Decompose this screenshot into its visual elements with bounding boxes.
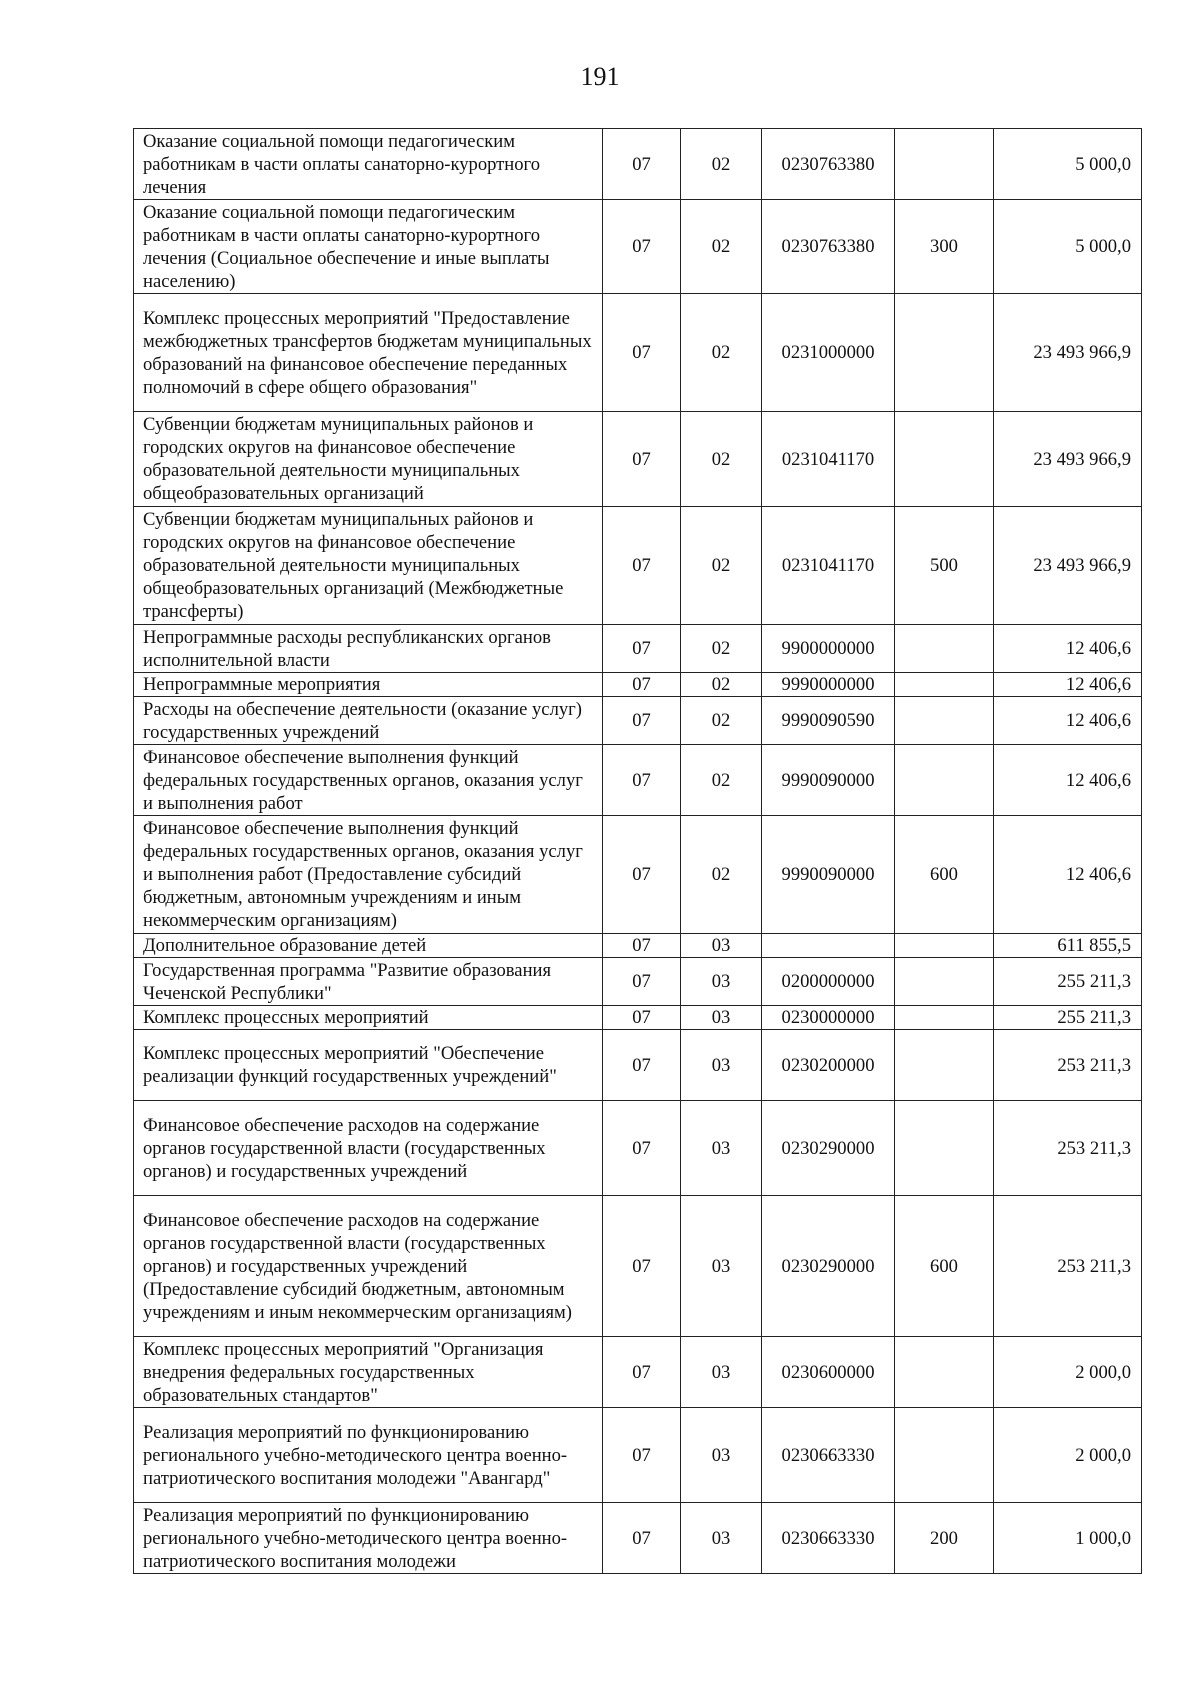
expense-name-cell: Субвенции бюджетам муниципальных районов и городских округов на финансовое обеспечение образовательной деятельности муниципальных общеобразовательных организаций (Межбюджетные трансферты) xyxy=(134,507,603,625)
section-code-cell: 07 xyxy=(603,200,681,294)
expense-type-cell xyxy=(895,1337,994,1408)
expense-name-cell: Комплекс процессных мероприятий "Организация внедрения федеральных государственных образовательных стандартов" xyxy=(134,1337,603,1408)
amount-cell: 253 211,3 xyxy=(994,1030,1142,1101)
expense-name-cell: Реализация мероприятий по функционированию регионального учебно-методического центра военно-патриотического воспитания молодежи xyxy=(134,1503,603,1574)
amount-cell: 253 211,3 xyxy=(994,1101,1142,1196)
amount-cell: 12 406,6 xyxy=(994,745,1142,816)
section-code-cell: 07 xyxy=(603,1196,681,1337)
section-code-cell: 07 xyxy=(603,1337,681,1408)
target-article-cell: 0230663330 xyxy=(762,1408,895,1503)
target-article-cell: 9900000000 xyxy=(762,625,895,673)
amount-cell: 255 211,3 xyxy=(994,958,1142,1006)
target-article-cell: 0231000000 xyxy=(762,294,895,412)
amount-cell: 255 211,3 xyxy=(994,1006,1142,1030)
expense-type-cell: 500 xyxy=(895,507,994,625)
section-code-cell: 07 xyxy=(603,673,681,697)
subsection-code-cell: 02 xyxy=(681,745,762,816)
expense-name-cell: Финансовое обеспечение расходов на содержание органов государственной власти (государственных органов) и государственных учреждений (Предоставление субсидий бюджетным, автономным учреждениям и иным некоммерческим организациям) xyxy=(134,1196,603,1337)
subsection-code-cell: 03 xyxy=(681,958,762,1006)
target-article-cell: 0231041170 xyxy=(762,507,895,625)
expense-name-cell: Дополнительное образование детей xyxy=(134,934,603,958)
table-row xyxy=(134,673,1142,697)
section-code-cell: 07 xyxy=(603,1503,681,1574)
amount-cell: 12 406,6 xyxy=(994,816,1142,934)
section-code-cell: 07 xyxy=(603,958,681,1006)
table-row xyxy=(134,1030,1142,1101)
target-article-cell: 0200000000 xyxy=(762,958,895,1006)
expense-name-cell: Оказание социальной помощи педагогическим работникам в части оплаты санаторно-курортного лечения (Социальное обеспечение и иные выплаты населению) xyxy=(134,200,603,294)
expense-name-cell: Государственная программа "Развитие образования Чеченской Республики" xyxy=(134,958,603,1006)
expense-type-cell xyxy=(895,1408,994,1503)
section-code-cell: 07 xyxy=(603,1006,681,1030)
table-row xyxy=(134,934,1142,958)
amount-cell: 12 406,6 xyxy=(994,625,1142,673)
target-article-cell: 9990090000 xyxy=(762,816,895,934)
expense-name-cell: Финансовое обеспечение выполнения функций федеральных государственных органов, оказания услуг и выполнения работ xyxy=(134,745,603,816)
amount-cell: 12 406,6 xyxy=(994,697,1142,745)
expense-type-cell xyxy=(895,412,994,507)
amount-cell: 1 000,0 xyxy=(994,1503,1142,1574)
section-code-cell: 07 xyxy=(603,412,681,507)
target-article-cell: 0230600000 xyxy=(762,1337,895,1408)
subsection-code-cell: 03 xyxy=(681,934,762,958)
expense-name-cell: Реализация мероприятий по функционированию регионального учебно-методического центра военно-патриотического воспитания молодежи "Авангард" xyxy=(134,1408,603,1503)
subsection-code-cell: 02 xyxy=(681,816,762,934)
subsection-code-cell: 02 xyxy=(681,412,762,507)
expense-name-cell: Комплекс процессных мероприятий xyxy=(134,1006,603,1030)
expense-name-cell: Финансовое обеспечение выполнения функций федеральных государственных органов, оказания услуг и выполнения работ (Предоставление субсидий бюджетным, автономным учреждениям и иным некоммерческим организациям) xyxy=(134,816,603,934)
section-code-cell: 07 xyxy=(603,294,681,412)
section-code-cell: 07 xyxy=(603,1101,681,1196)
table-row xyxy=(134,958,1142,1006)
expense-type-cell xyxy=(895,625,994,673)
subsection-code-cell: 03 xyxy=(681,1408,762,1503)
table-row xyxy=(134,200,1142,294)
table-row xyxy=(134,294,1142,412)
table-row xyxy=(134,1006,1142,1030)
section-code-cell: 07 xyxy=(603,507,681,625)
subsection-code-cell: 02 xyxy=(681,129,762,200)
section-code-cell: 07 xyxy=(603,1030,681,1101)
amount-cell: 23 493 966,9 xyxy=(994,507,1142,625)
target-article-cell: 0231041170 xyxy=(762,412,895,507)
table-row xyxy=(134,412,1142,507)
subsection-code-cell: 03 xyxy=(681,1196,762,1337)
target-article-cell: 0230290000 xyxy=(762,1196,895,1337)
subsection-code-cell: 03 xyxy=(681,1030,762,1101)
amount-cell: 2 000,0 xyxy=(994,1337,1142,1408)
subsection-code-cell: 02 xyxy=(681,294,762,412)
expense-name-cell: Расходы на обеспечение деятельности (оказание услуг) государственных учреждений xyxy=(134,697,603,745)
expense-name-cell: Субвенции бюджетам муниципальных районов и городских округов на финансовое обеспечение образовательной деятельности муниципальных общеобразовательных организаций xyxy=(134,412,603,507)
table-row xyxy=(134,1503,1142,1574)
expense-type-cell: 600 xyxy=(895,816,994,934)
subsection-code-cell: 02 xyxy=(681,673,762,697)
expense-name-cell: Комплекс процессных мероприятий "Обеспечение реализации функций государственных учреждений" xyxy=(134,1030,603,1101)
target-article-cell: 0230290000 xyxy=(762,1101,895,1196)
section-code-cell: 07 xyxy=(603,745,681,816)
section-code-cell: 07 xyxy=(603,1408,681,1503)
section-code-cell: 07 xyxy=(603,934,681,958)
expense-name-cell: Оказание социальной помощи педагогическим работникам в части оплаты санаторно-курортного лечения xyxy=(134,129,603,200)
subsection-code-cell: 02 xyxy=(681,200,762,294)
expense-type-cell xyxy=(895,1006,994,1030)
amount-cell: 23 493 966,9 xyxy=(994,294,1142,412)
expense-name-cell: Непрограммные расходы республиканских органов исполнительной власти xyxy=(134,625,603,673)
section-code-cell: 07 xyxy=(603,625,681,673)
page-number: 191 xyxy=(580,62,620,91)
expense-type-cell: 300 xyxy=(895,200,994,294)
amount-cell: 2 000,0 xyxy=(994,1408,1142,1503)
target-article-cell: 9990090000 xyxy=(762,745,895,816)
table-row xyxy=(134,129,1142,200)
expense-type-cell xyxy=(895,294,994,412)
amount-cell: 23 493 966,9 xyxy=(994,412,1142,507)
section-code-cell: 07 xyxy=(603,697,681,745)
subsection-code-cell: 02 xyxy=(681,507,762,625)
expense-type-cell xyxy=(895,1030,994,1101)
section-code-cell: 07 xyxy=(603,129,681,200)
expense-type-cell xyxy=(895,1101,994,1196)
target-article-cell: 9990000000 xyxy=(762,673,895,697)
target-article-cell: 9990090590 xyxy=(762,697,895,745)
expense-name-cell: Комплекс процессных мероприятий "Предоставление межбюджетных трансфертов бюджетам муниципальных образований на финансовое обеспечение переданных полномочий в сфере общего образования" xyxy=(134,294,603,412)
amount-cell: 253 211,3 xyxy=(994,1196,1142,1337)
subsection-code-cell: 03 xyxy=(681,1503,762,1574)
expense-type-cell xyxy=(895,934,994,958)
table-row xyxy=(134,816,1142,934)
subsection-code-cell: 03 xyxy=(681,1006,762,1030)
subsection-code-cell: 02 xyxy=(681,625,762,673)
table-row xyxy=(134,1408,1142,1503)
expense-type-cell xyxy=(895,673,994,697)
budget-table-body xyxy=(134,129,1142,1574)
amount-cell: 5 000,0 xyxy=(994,129,1142,200)
table-row xyxy=(134,697,1142,745)
table-row xyxy=(134,1337,1142,1408)
subsection-code-cell: 03 xyxy=(681,1101,762,1196)
target-article-cell: 0230200000 xyxy=(762,1030,895,1101)
amount-cell: 611 855,5 xyxy=(994,934,1142,958)
target-article-cell: 0230763380 xyxy=(762,200,895,294)
subsection-code-cell: 02 xyxy=(681,697,762,745)
target-article-cell xyxy=(762,934,895,958)
expense-name-cell: Непрограммные мероприятия xyxy=(134,673,603,697)
target-article-cell: 0230763380 xyxy=(762,129,895,200)
table-row xyxy=(134,625,1142,673)
amount-cell: 12 406,6 xyxy=(994,673,1142,697)
expense-type-cell xyxy=(895,697,994,745)
budget-table xyxy=(133,128,1142,1574)
table-row xyxy=(134,1101,1142,1196)
amount-cell: 5 000,0 xyxy=(994,200,1142,294)
expense-type-cell xyxy=(895,745,994,816)
target-article-cell: 0230663330 xyxy=(762,1503,895,1574)
table-row xyxy=(134,745,1142,816)
section-code-cell: 07 xyxy=(603,816,681,934)
subsection-code-cell: 03 xyxy=(681,1337,762,1408)
expense-name-cell: Финансовое обеспечение расходов на содержание органов государственной власти (государственных органов) и государственных учреждений xyxy=(134,1101,603,1196)
expense-type-cell xyxy=(895,129,994,200)
expense-type-cell xyxy=(895,958,994,1006)
table-row xyxy=(134,507,1142,625)
expense-type-cell: 600 xyxy=(895,1196,994,1337)
expense-type-cell: 200 xyxy=(895,1503,994,1574)
target-article-cell: 0230000000 xyxy=(762,1006,895,1030)
table-row xyxy=(134,1196,1142,1337)
